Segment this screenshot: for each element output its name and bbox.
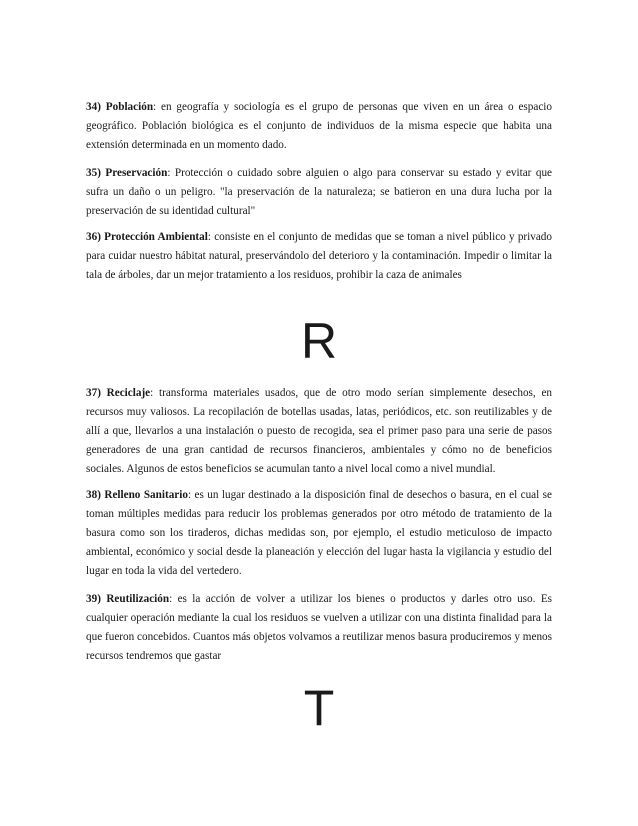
entry-reciclaje bbox=[86, 384, 552, 479]
entry-relleno-sanitario bbox=[86, 486, 552, 581]
entry-number: 35) bbox=[86, 167, 101, 179]
entry-definition: : es la acción de volver a utilizar los bienes o productos y darles otro uso. Es cualquier operación mediante la cual los residuos se vuelven a utilizar con una distinta finalidad para la que fueron concebidos. Cuantos más objetos volvamos a reutilizar menos basura produciremos y menos recursos tendremos que gastar bbox=[86, 593, 553, 662]
entry-poblacion bbox=[86, 98, 552, 155]
glossary-content bbox=[86, 98, 553, 736]
entry-term: Protección Ambiental bbox=[104, 231, 208, 243]
entry-term: Preservación bbox=[105, 167, 168, 179]
entry-definition: : transforma materiales usados, que de otro modo serían simplemente desechos, en recursos muy valiosos. La recopilación de botellas usadas, latas, periódicos, etc. son reutilizables y de allí a que, llevarlos a una instalación o puesto de recogida, sea el primer paso para una serie de pasos generadores de una gran cantidad de recursos financieros, ambientales y cómo no de beneficios sociales. Algunos de estos beneficios se acumulan tanto a nivel local como a nivel mundial. bbox=[86, 387, 553, 475]
entry-number: 39) bbox=[86, 593, 101, 605]
entry-preservacion bbox=[86, 164, 552, 221]
entry-number: 38) bbox=[86, 489, 101, 501]
entry-definition: : Protección o cuidado sobre alguien o algo para conservar su estado y evitar que sufra un daño o un peligro. "la preservación de la naturaleza; se batieron en una dura lucha por la preservación de su identidad cultural" bbox=[86, 167, 553, 217]
entry-term: Población bbox=[105, 101, 154, 113]
entry-definition: : en geografía y sociología es el grupo de personas que viven en un área o espacio geográfico. Población biológica es el conjunto de individuos de la misma especie que habita una extensión determinada en un momento dado. bbox=[86, 101, 553, 151]
entry-proteccion-ambiental bbox=[86, 228, 552, 285]
entry-term: Reciclaje bbox=[106, 387, 151, 399]
entry-term: Reutilización bbox=[106, 593, 170, 605]
entry-definition: : consiste en el conjunto de medidas que se toman a nivel público y privado para cuidar nuestro hábitat natural, preservándolo del deterioro y la contaminación. Impedir o limitar la tala de árboles, dar un mejor tratamiento a los residuos, prohibir la caza de animales bbox=[86, 231, 552, 281]
entry-number: 36) bbox=[86, 231, 101, 243]
section-letter-t: T bbox=[303, 680, 335, 736]
entry-term: Relleno Sanitario bbox=[104, 489, 188, 501]
entry-definition: : es un lugar destinado a la disposición final de desechos o basura, en el cual se toman múltiples medidas para reducir los problemas generados por otro método de tratamiento de la basura como son los tiraderos, dichas medidas son, por ejemplo, el estudio meticuloso de impacto ambiental, económico y social desde la planeación y elección del lugar hasta la vigilancia y estudio del lugar en toda la vida del vertedero. bbox=[86, 489, 552, 577]
entry-number: 37) bbox=[86, 387, 101, 399]
section-letter-r: R bbox=[300, 313, 338, 369]
entry-reutilizacion bbox=[86, 590, 552, 666]
entry-number: 34) bbox=[86, 101, 101, 113]
